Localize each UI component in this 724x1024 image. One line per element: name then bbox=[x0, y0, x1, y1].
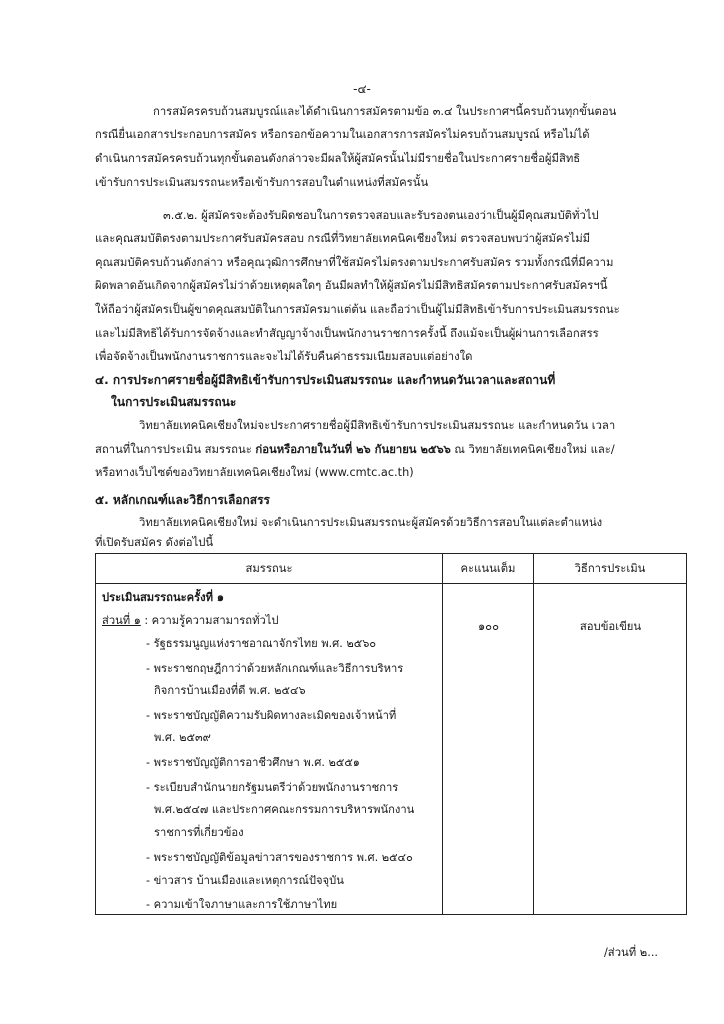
table-row bbox=[96, 584, 687, 915]
section4-deadline: ก่อนหรือภายในวันที่ ๒๖ กันยายน ๒๕๖๖ bbox=[255, 443, 451, 456]
section4-heading-line-1: ๔. การประกาศรายชื่อผู้มีสิทธิเข้ารับการประเมินสมรรถนะ และกำหนดวันเวลาและสถานที่ bbox=[95, 373, 556, 387]
para2-line-2: และคุณสมบัติตรงตามประกาศรับสมัครสอบ กรณีที่วิทยาลัยเทคนิคเชียงใหม่ ตรวจสอบพบว่าผู้สมัครไม่มี bbox=[95, 232, 591, 245]
item-constitution: - รัฐธรรมนูญแห่งราชอาณาจักรไทย พ.ศ. ๒๕๖๐ bbox=[146, 637, 377, 650]
para2-line-3: คุณสมบัติครบถ้วนดังกล่าว หรือคุณวุฒิการศึกษาที่ใช้สมัครไม่ตรงตามประกาศรับสมัคร รวมทั้งกรณีที่มีความ bbox=[95, 256, 614, 269]
para1-line-3: ดำเนินการสมัครครบถ้วนทุกขั้นตอนดังกล่าวจะมีผลให้ผู้สมัครนั้นไม่มีรายชื่อในประกาศรายชื่อผู้มีสิทธิ bbox=[95, 152, 581, 165]
item-royal-decree-cont: กิจการบ้านเมืองที่ดี พ.ศ. ๒๕๔๖ bbox=[154, 684, 306, 697]
item-pm-regulation: - ระเบียบสำนักนายกรัฐมนตรีว่าด้วยพนักงานราชการ bbox=[146, 781, 399, 794]
score-cell bbox=[443, 584, 534, 915]
section4-line-2-after: ณ วิทยาลัยเทคนิคเชียงใหม่ และ/ bbox=[450, 443, 615, 456]
item-thai-language: - ความเข้าใจภาษาและการใช้ภาษาไทย bbox=[146, 898, 338, 911]
method-value: สอบข้อเขียน bbox=[579, 620, 642, 633]
para2-line-7: เพื่อจัดจ้างเป็นพนักงานราชการและจะไม่ได้รับคืนค่าธรรมเนียมสอบแต่อย่างใด bbox=[95, 350, 473, 363]
method-cell bbox=[534, 584, 687, 915]
criteria-table bbox=[95, 553, 687, 915]
para2-line-5: ให้ถือว่าผู้สมัครเป็นผู้ขาดคุณสมบัติในการสมัครมาแต่ต้น และถือว่าเป็นผู้ไม่มีสิทธิเข้ารับการประเมินสมรรถนะ bbox=[95, 303, 620, 316]
item-info-act: - พระราชบัญญัติข้อมูลข่าวสารของราชการ พ.ศ. ๒๕๔๐ bbox=[146, 851, 413, 864]
part-1-line bbox=[102, 615, 278, 626]
item-pm-regulation-cont-2: ราชการที่เกี่ยวข้อง bbox=[154, 826, 244, 839]
section5-line-1: วิทยาลัยเทคนิคเชียงใหม่ จะดำเนินการประเมินสมรรถนะผู้สมัครด้วยวิธีการสอบในแต่ละตำแหน่ง bbox=[139, 516, 603, 529]
section4-line-1: วิทยาลัยเทคนิคเชียงใหม่จะประกาศรายชื่อผู้มีสิทธิเข้ารับการประเมินสมรรถนะ และกำหนดวัน เวลา bbox=[139, 419, 616, 432]
header-full-score: คะแนนเต็ม bbox=[443, 554, 534, 584]
full-score-value: ๑๐๐ bbox=[478, 620, 499, 633]
item-tort-liability-cont: พ.ศ. ๒๕๓๙ bbox=[154, 731, 211, 744]
header-method: วิธีการประเมิน bbox=[534, 554, 687, 584]
section4-line-2-before: สถานที่ในการประเมิน สมรรถนะ bbox=[95, 443, 256, 456]
table-header-row bbox=[96, 554, 687, 584]
item-tort-liability: - พระราชบัญญัติความรับผิดทางละเมิดของเจ้าหน้าที่ bbox=[146, 709, 397, 722]
para2-line-1: ๓.๕.๒. ผู้สมัครจะต้องรับผิดชอบในการตรวจสอบและรับรองตนเองว่าเป็นผู้มีคุณสมบัติทั่วไป bbox=[163, 209, 599, 222]
item-vocational-act: - พระราชบัญญัติการอาชีวศึกษา พ.ศ. ๒๕๕๑ bbox=[146, 756, 360, 769]
section5-line-2: ที่เปิดรับสมัคร ดังต่อไปนี้ bbox=[95, 536, 214, 549]
competency-cell bbox=[96, 584, 443, 915]
round-title: ประเมินสมรรถนะครั้งที่ ๑ bbox=[102, 591, 224, 604]
header-competency: สมรรถนะ bbox=[96, 554, 443, 584]
para1-line-4: เข้ารับการประเมินสมรรถนะหรือเข้ารับการสอบในตำแหน่งที่สมัครนั้น bbox=[95, 176, 429, 189]
section4-line-2 bbox=[95, 444, 615, 455]
part-1-label: ส่วนที่ ๑ bbox=[102, 614, 141, 627]
page-number: -๔- bbox=[353, 82, 371, 96]
section4-heading-line-2: ในการประเมินสมรรถนะ bbox=[111, 395, 237, 409]
para2-line-4: ผิดพลาดอันเกิดจากผู้สมัครไม่ว่าด้วยเหตุผลใดๆ อันมีผลทำให้ผู้สมัครไม่มีสิทธิสมัครตามประกาศรับสมัครฯนี้ bbox=[95, 279, 608, 292]
continuation-note: /ส่วนที่ ๒... bbox=[604, 946, 659, 959]
item-current-events: - ข่าวสาร บ้านเมืองและเหตุการณ์ปัจจุบัน bbox=[146, 874, 344, 887]
part-1-text: : ความรู้ความสามารถทั่วไป bbox=[140, 614, 279, 627]
para1-line-1: การสมัครครบถ้วนสมบูรณ์และได้ดำเนินการสมัครตามข้อ ๓.๔ ในประกาศฯนี้ครบถ้วนทุกขั้นตอน bbox=[153, 105, 617, 118]
para1-line-2: กรณียื่นเอกสารประกอบการสมัคร หรือกรอกข้อความในเอกสารการสมัครไม่ครบถ้วนสมบูรณ์ หรือไม่ได้ bbox=[95, 128, 590, 141]
para2-line-6: และไม่มีสิทธิได้รับการจัดจ้างและทำสัญญาจ้างเป็นพนักงานราชการครั้งนี้ ถึงแม้จะเป็นผู้ผ่านการเลือกสรร bbox=[95, 327, 599, 340]
section4-line-3: หรือทางเว็บไซต์ของวิทยาลัยเทคนิคเชียงใหม่ (www.cmtc.ac.th) bbox=[95, 466, 414, 479]
section5-heading: ๕. หลักเกณฑ์และวิธีการเลือกสรร bbox=[95, 493, 270, 507]
item-royal-decree: - พระราชกฤษฎีกาว่าด้วยหลักเกณฑ์และวิธีการบริหาร bbox=[146, 662, 404, 675]
item-pm-regulation-cont-1: พ.ศ.๒๕๔๗ และประกาศคณะกรรมการบริหารพนักงาน bbox=[154, 803, 415, 816]
